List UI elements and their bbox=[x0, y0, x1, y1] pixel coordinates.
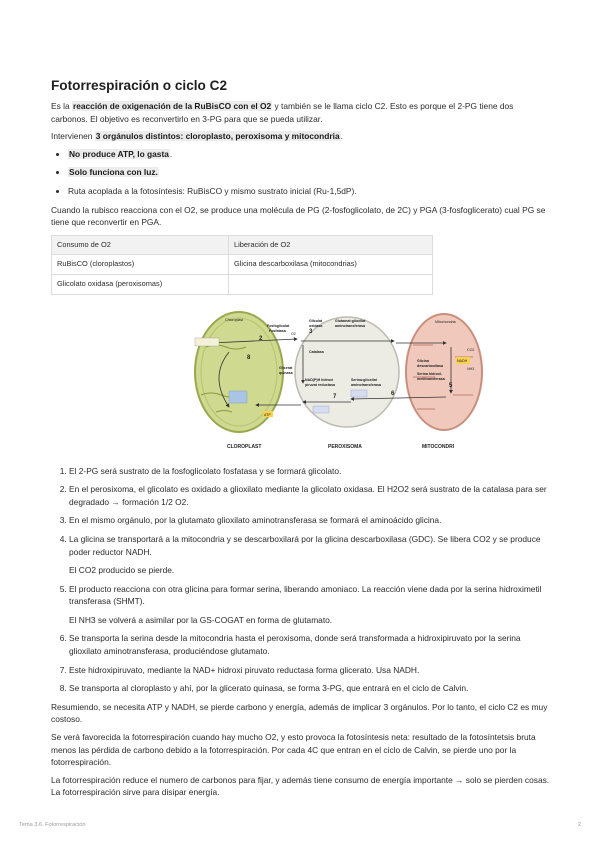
footer-title: Tema 3.6. Fotorrespiración bbox=[19, 822, 86, 828]
label-mitochondria: Mitochondria bbox=[435, 319, 456, 324]
photorespiration-diagram bbox=[51, 307, 551, 455]
resumen-paragraph: Resumiendo, se necesita ATP y NADH, se pierde carbono y energía, además de implicar 3 orgánulos. Por lo tanto, el ciclo C2 es muy costoso. bbox=[51, 701, 548, 725]
step-number-8: 8 bbox=[247, 354, 251, 361]
label-glutamat: Glutamat:glioxilat bbox=[335, 318, 366, 323]
cuando-paragraph: Cuando la rubisco reacciona con el O2, se produce una molécula de PG (2-fosfoglicolato, de 2C) y PGA (3-fosfoglicerato) cual PG se tiene que reconvertir en PGA. bbox=[51, 204, 546, 228]
label-peroxisoma: PEROXISOMA bbox=[328, 443, 362, 450]
label-catalasa: Catalasa bbox=[309, 349, 324, 354]
step-list bbox=[51, 465, 551, 695]
step-item: 8. Se transporta al cloroplasto y ahí, por la glicerato quinasa, se forma 3-PG, que entrará en el ciclo de Calvin. bbox=[69, 682, 551, 695]
favorecida-paragraph: Se verá favorecida la fotorrespiración cuando hay mucho O2, y esto provoca la fotosíntesis neta: resultado de la fotosíntetsis bruta menos las pérdida de carbono debido a la fotorrespiración. Por cada 4C que entran en el ciclo de Calvin, se pierde uno por la fotorrespiración. bbox=[51, 732, 536, 768]
label-serina-glioxilat: Serina:glioxilat bbox=[351, 377, 377, 382]
step-item: 3. En el mismo orgánulo, por la glutamato glioxilato aminotransferasa se formará el aminoácido glicina. bbox=[69, 514, 551, 527]
organelle-names bbox=[227, 444, 455, 450]
intro-paragraph-1 bbox=[51, 100, 551, 125]
label-glicerat: Glicerat bbox=[279, 365, 293, 370]
step-text: La glicina se transportará a la mitocondria y se descarboxilará por la glicina descarboxilasa (GDC). Se libera CO2 y se produce poder reductor NADH. bbox=[69, 533, 541, 557]
step-item bbox=[69, 583, 551, 627]
page-number: 2 bbox=[577, 822, 581, 828]
label-amino: aminotransferasa bbox=[351, 382, 381, 387]
organelles-text: Intervienen bbox=[51, 131, 95, 142]
step-item bbox=[69, 533, 551, 577]
bullet-text: Ruta acoplada a la fotosíntesis: RuBisCO y mismo sustrato inicial (Ru-1,5dP). bbox=[68, 185, 357, 196]
document-body bbox=[51, 78, 551, 804]
label-fosfoglicolat: Fosfoglicolat bbox=[267, 323, 290, 328]
box-serine bbox=[351, 390, 367, 397]
step-number-2: 2 bbox=[259, 335, 263, 342]
step-number-5: 5 bbox=[449, 382, 453, 389]
table-cell: Glicolato oxidasa (peroxisomas) bbox=[52, 274, 229, 294]
label-descarboxilasa: descarboxilasa bbox=[417, 363, 443, 368]
step-number-6: 6 bbox=[391, 390, 395, 397]
label-glicina: Glicina bbox=[417, 358, 429, 363]
page-title: Fotorrespiración o ciclo C2 bbox=[51, 78, 228, 93]
label-mitocondri: MITOCONDRI bbox=[422, 443, 455, 450]
bullet-item bbox=[68, 185, 551, 198]
box-2pg bbox=[195, 338, 219, 346]
diagram-svg bbox=[51, 307, 551, 455]
intro-text-post: y también se le llama ciclo C2. Esto es porque el 2-PG tiene dos carbonos. El objetivo es reconvertirlo en 3-PG para que se pueda utilizar. bbox=[51, 101, 514, 124]
label-piruvat-reductasa: piruvat reductasa bbox=[305, 382, 335, 387]
label-nadph-hidroxi: NAD(P)H hidroxi bbox=[305, 377, 334, 382]
bullet-item bbox=[68, 166, 551, 179]
label-metiltransferasa: metiltransferasa bbox=[417, 376, 445, 381]
step-number-7: 7 bbox=[333, 393, 337, 400]
bullet-bold: Solo funciona con luz. bbox=[69, 167, 158, 178]
oxygen-table bbox=[51, 235, 433, 295]
label-glicolat: Glicolat bbox=[309, 318, 323, 323]
table-header: Consumo de O2 bbox=[52, 235, 229, 255]
label-atp: ATP bbox=[264, 412, 271, 417]
reduce-paragraph: La fotorrespiración reduce el numero de carbonos para fijar, y además tiene consumo de energía importante → solo se pierden cosas. La fotorrespiración sirve para disipar energía. bbox=[51, 774, 550, 798]
table-header-row bbox=[52, 235, 433, 255]
label-quinasa: quinasa bbox=[279, 370, 293, 375]
box-3pg bbox=[229, 391, 247, 403]
label-o2: O2 bbox=[291, 331, 296, 336]
label-fosfatasa: Fosfatasa bbox=[269, 328, 286, 333]
step-item: 1. El 2-PG será sustrato de la fosfoglicolato fosfatasa y se formará glicolato. bbox=[69, 465, 551, 478]
step-number-3: 3 bbox=[309, 328, 313, 335]
label-nadh: NADH bbox=[457, 358, 468, 363]
table-row bbox=[52, 255, 433, 275]
bullet-bold: No produce ATP, lo gasta bbox=[69, 148, 169, 159]
label-nh3: NH3 bbox=[467, 366, 475, 371]
label-chloroplast: Chloroplast bbox=[225, 317, 244, 322]
bullet-text: . bbox=[169, 148, 173, 159]
step-note: El NH3 se volverá a asimilar por la GS-COGAT en forma de glutamato. bbox=[69, 614, 333, 625]
organelles-bold: 3 orgánulos distintos: cloroplasto, peroxisoma y mitocondria bbox=[95, 131, 340, 142]
box-hydroxypyruvate bbox=[313, 406, 329, 413]
label-co2: CO2 bbox=[467, 347, 475, 352]
table-header: Liberación de O2 bbox=[229, 235, 433, 255]
table-cell: RuBisCO (cloroplastos) bbox=[52, 255, 229, 275]
intro-bold: reacción de oxigenación de la RuBisCO con el O2 bbox=[72, 101, 272, 111]
label-serina-hidroxi: Serina hidroxi- bbox=[417, 371, 443, 376]
table-cell bbox=[229, 274, 433, 294]
page-footer bbox=[19, 822, 581, 828]
bullet-list bbox=[51, 148, 551, 198]
bullet-item bbox=[68, 148, 551, 161]
step-note: El CO2 producido se pierde. bbox=[69, 565, 175, 576]
label-oxidasa: oxidasa bbox=[309, 323, 323, 328]
step-text: El producto reacciona con otra glicina para formar serina, liberando amoniaco. La reacción viene dada por la serina hidroximetil transferasa (SHMT). bbox=[69, 583, 542, 607]
organelles-text-post: . bbox=[340, 131, 343, 142]
label-cloroplast: CLOROPLAST bbox=[227, 443, 262, 450]
intro-text: Es la bbox=[51, 101, 72, 111]
table-row bbox=[52, 274, 433, 294]
step-item: 2. En el perosixoma, el glicolato es oxidado a glioxilato mediante la glicolato oxidasa. El H2O2 será sustrato de la catalasa para ser degradado → formación 1/2 O2. bbox=[69, 483, 551, 508]
table-cell: Glicina descarboxilasa (mitocondrias) bbox=[229, 255, 433, 275]
label-aminotransferasa: aminotransferasa bbox=[335, 323, 365, 328]
step-item: 6. Se transporta la serina desde la mitocondria hasta el peroxisoma, donde será transformada a hidroxipiruvato por la serina glioxilato aminotransferasa, produciéndose glutamato. bbox=[69, 632, 551, 657]
intro-paragraph-2 bbox=[51, 130, 551, 143]
step-item: 7. Este hidroxipiruvato, mediante la NAD+ hidroxi piruvato reductasa forma glicerato. Usa NADH. bbox=[69, 664, 551, 677]
